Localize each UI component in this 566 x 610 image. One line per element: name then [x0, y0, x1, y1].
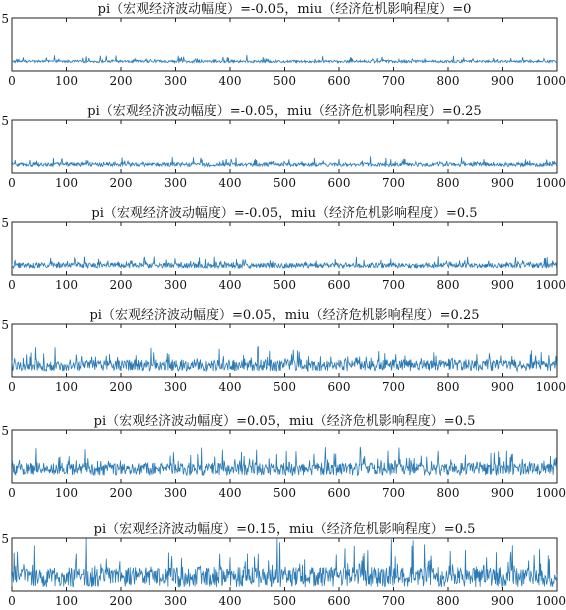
chart-title: pi（宏观经济波动幅度）=-0.05，miu（经济危机影响程度）=0 [97, 2, 472, 17]
x-tick-label: 1000 [535, 380, 566, 394]
x-tick-label: 0 [8, 594, 16, 608]
x-tick-label: 0 [8, 486, 16, 500]
x-tick-label: 500 [273, 278, 296, 292]
x-tick-label: 200 [109, 278, 133, 292]
chart-panel-4 [1, 307, 566, 394]
chart-panel-1 [1, 1, 566, 88]
y-tick-label: 5 [1, 318, 9, 332]
chart-title: pi（宏观经济波动幅度）=-0.05，miu（经济危机影响程度）=0.5 [91, 206, 478, 221]
y-tick-label: 5 [1, 12, 9, 26]
x-tick-label: 700 [382, 594, 405, 608]
x-tick-label: 300 [164, 74, 187, 88]
x-tick-label: 900 [491, 74, 514, 88]
x-tick-label: 700 [382, 380, 405, 394]
x-tick-label: 500 [273, 380, 296, 394]
x-tick-label: 1000 [535, 594, 566, 608]
x-tick-label: 0 [8, 74, 16, 88]
x-tick-label: 900 [491, 380, 514, 394]
x-tick-label: 800 [436, 486, 460, 500]
x-tick-label: 1000 [535, 176, 566, 190]
x-tick-label: 900 [491, 176, 514, 190]
chart-title: pi（宏观经济波动幅度）=0.05，miu（经济危机影响程度）=0.25 [89, 308, 480, 323]
chart-panel-5 [1, 413, 566, 500]
chart-panel-2 [1, 103, 566, 190]
x-tick-label: 400 [218, 486, 242, 500]
plot-frame [12, 430, 557, 483]
x-tick-label: 100 [55, 594, 78, 608]
series-line [12, 156, 557, 166]
x-tick-label: 900 [491, 278, 514, 292]
x-tick-label: 0 [8, 278, 16, 292]
x-tick-label: 1000 [535, 486, 566, 500]
x-tick-label: 600 [327, 594, 351, 608]
plot-frame [12, 324, 557, 377]
x-tick-label: 700 [382, 486, 405, 500]
x-tick-label: 800 [436, 176, 460, 190]
x-tick-label: 100 [55, 278, 78, 292]
x-tick-label: 300 [164, 486, 187, 500]
x-tick-label: 700 [382, 176, 405, 190]
x-tick-label: 700 [382, 74, 405, 88]
plot-frame [12, 120, 557, 173]
x-tick-label: 800 [436, 380, 460, 394]
x-tick-label: 400 [218, 380, 242, 394]
chart-panel-3 [1, 205, 566, 292]
y-tick-label: 5 [1, 216, 9, 230]
x-tick-label: 400 [218, 278, 242, 292]
x-tick-label: 200 [109, 594, 133, 608]
x-tick-label: 600 [327, 380, 351, 394]
x-tick-label: 0 [8, 176, 16, 190]
x-tick-label: 400 [218, 594, 242, 608]
series-line [12, 539, 557, 588]
x-tick-label: 300 [164, 380, 187, 394]
x-tick-label: 600 [327, 278, 351, 292]
chart-title: pi（宏观经济波动幅度）=0.15，miu（经济危机影响程度）=0.5 [93, 522, 476, 537]
series-line [12, 447, 557, 476]
series-line [12, 256, 557, 268]
series-line [12, 55, 557, 63]
x-tick-label: 300 [164, 594, 187, 608]
x-tick-label: 100 [55, 486, 78, 500]
chart-title: pi（宏观经济波动幅度）=0.05，miu（经济危机影响程度）=0.5 [93, 414, 476, 429]
y-tick-label: 5 [1, 532, 9, 546]
x-tick-label: 300 [164, 176, 187, 190]
x-tick-label: 800 [436, 74, 460, 88]
x-tick-label: 500 [273, 594, 296, 608]
x-tick-label: 500 [273, 74, 296, 88]
x-tick-label: 900 [491, 486, 514, 500]
x-tick-label: 200 [109, 486, 133, 500]
x-tick-label: 100 [55, 74, 78, 88]
x-tick-label: 1000 [535, 278, 566, 292]
x-tick-label: 600 [327, 176, 351, 190]
y-tick-label: 5 [1, 424, 9, 438]
x-tick-label: 200 [109, 176, 133, 190]
chart-title: pi（宏观经济波动幅度）=-0.05，miu（经济危机影响程度）=0.25 [87, 104, 482, 119]
x-tick-label: 300 [164, 278, 187, 292]
x-tick-label: 1000 [535, 74, 566, 88]
x-tick-label: 100 [55, 176, 78, 190]
x-tick-label: 900 [491, 594, 514, 608]
x-tick-label: 500 [273, 486, 296, 500]
x-tick-label: 800 [436, 594, 460, 608]
x-tick-label: 500 [273, 176, 296, 190]
x-tick-label: 200 [109, 380, 133, 394]
x-tick-label: 700 [382, 278, 405, 292]
series-line [12, 346, 557, 371]
x-tick-label: 400 [218, 176, 242, 190]
x-tick-label: 600 [327, 486, 351, 500]
chart-panel-6 [1, 521, 566, 608]
x-tick-label: 400 [218, 74, 242, 88]
y-tick-label: 5 [1, 114, 9, 128]
x-tick-label: 100 [55, 380, 78, 394]
x-tick-label: 800 [436, 278, 460, 292]
x-tick-label: 0 [8, 380, 16, 394]
x-tick-label: 200 [109, 74, 133, 88]
x-tick-label: 600 [327, 74, 351, 88]
